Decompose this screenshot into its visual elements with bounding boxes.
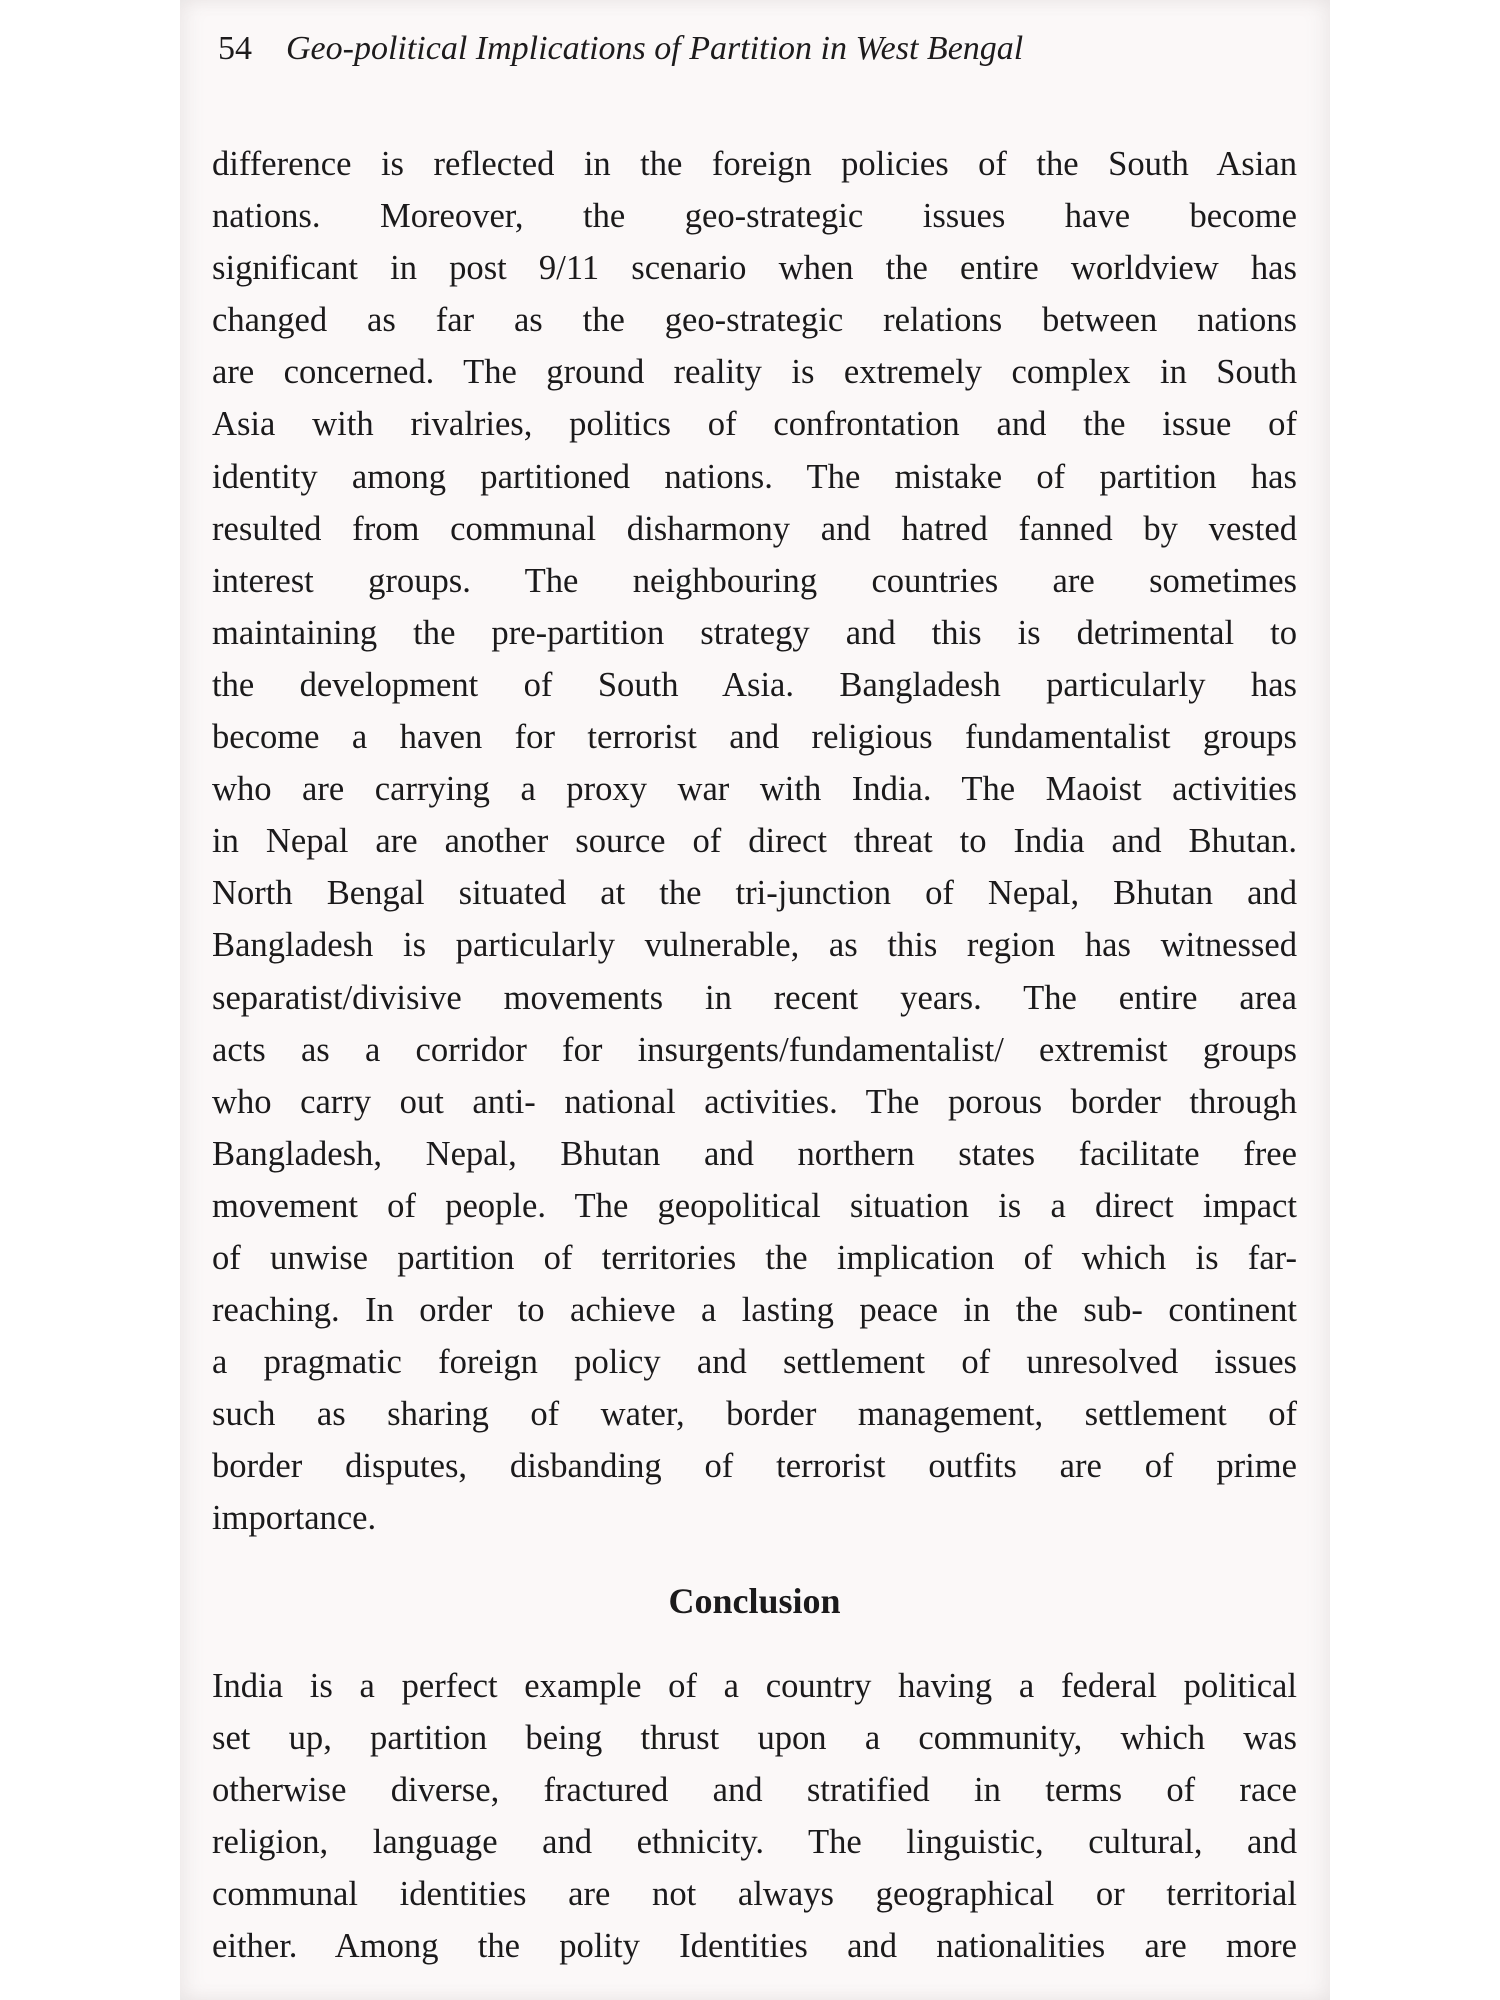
text-line: either. Among the polity Identities and nationalities are more bbox=[212, 1927, 1297, 1966]
text-line: identity among partitioned nations. The mistake of partition has bbox=[212, 457, 1297, 496]
text-line: reaching. In order to achieve a lasting peace in the sub- continent bbox=[212, 1291, 1297, 1330]
text-line: such as sharing of water, border management, settlement of bbox=[212, 1395, 1297, 1434]
text-line: North Bengal situated at the tri-junction of Nepal, Bhutan and bbox=[212, 874, 1297, 913]
text-line: border disputes, disbanding of terrorist outfits are of prime bbox=[212, 1447, 1297, 1486]
section-heading: Conclusion bbox=[668, 1581, 841, 1621]
text-line: who carry out anti- national activities. The porous border through bbox=[212, 1082, 1297, 1121]
paragraph-1 bbox=[212, 138, 1297, 1545]
text-line: otherwise diverse, fractured and stratified in terms of race bbox=[212, 1771, 1297, 1810]
text-line: changed as far as the geo-strategic relations between nations bbox=[212, 301, 1297, 340]
text-line: India is a perfect example of a country having a federal political bbox=[212, 1667, 1297, 1705]
text-line: who are carrying a proxy war with India. The Maoist activities bbox=[212, 770, 1297, 809]
text-line: movement of people. The geopolitical situation is a direct impact bbox=[212, 1186, 1297, 1225]
text-line: difference is reflected in the foreign policies of the South Asian bbox=[212, 145, 1297, 183]
text-line: communal identities are not always geographical or territorial bbox=[212, 1875, 1297, 1914]
text-line: resulted from communal disharmony and hatred fanned by vested bbox=[212, 509, 1297, 548]
paragraph-2 bbox=[212, 1660, 1297, 1973]
text-line: nations. Moreover, the geo-strategic issues have become bbox=[212, 197, 1297, 236]
text-line: significant in post 9/11 scenario when the entire worldview has bbox=[212, 249, 1297, 288]
text-line: acts as a corridor for insurgents/fundamentalist/ extremist groups bbox=[212, 1030, 1297, 1069]
text-line: in Nepal are another source of direct threat to India and Bhutan. bbox=[212, 822, 1297, 861]
text-line: interest groups. The neighbouring countries are sometimes bbox=[212, 561, 1297, 600]
text-line: Bangladesh is particularly vulnerable, as this region has witnessed bbox=[212, 926, 1297, 965]
text-line: Bangladesh, Nepal, Bhutan and northern states facilitate free bbox=[212, 1134, 1297, 1173]
text-line: Asia with rivalries, politics of confrontation and the issue of bbox=[212, 405, 1297, 444]
running-title: Geo-political Implications of Partition in West Bengal bbox=[286, 30, 1024, 67]
text-line: religion, language and ethnicity. The linguistic, cultural, and bbox=[212, 1823, 1297, 1862]
text-line: set up, partition being thrust upon a community, which was bbox=[212, 1719, 1297, 1758]
text-line: importance. bbox=[212, 1499, 377, 1538]
page-number: 54 bbox=[218, 30, 252, 67]
text-line: separatist/divisive movements in recent years. The entire area bbox=[212, 978, 1297, 1017]
text-line: are concerned. The ground reality is extremely complex in South bbox=[212, 353, 1297, 392]
text-line: maintaining the pre-partition strategy and this is detrimental to bbox=[212, 613, 1297, 652]
text-line: a pragmatic foreign policy and settlement of unresolved issues bbox=[212, 1343, 1297, 1382]
page-header bbox=[218, 30, 1218, 80]
text-line: become a haven for terrorist and religious fundamentalist groups bbox=[212, 718, 1297, 757]
text-line: of unwise partition of territories the implication of which is far- bbox=[212, 1238, 1297, 1277]
text-line: the development of South Asia. Bangladesh particularly has bbox=[212, 665, 1297, 704]
